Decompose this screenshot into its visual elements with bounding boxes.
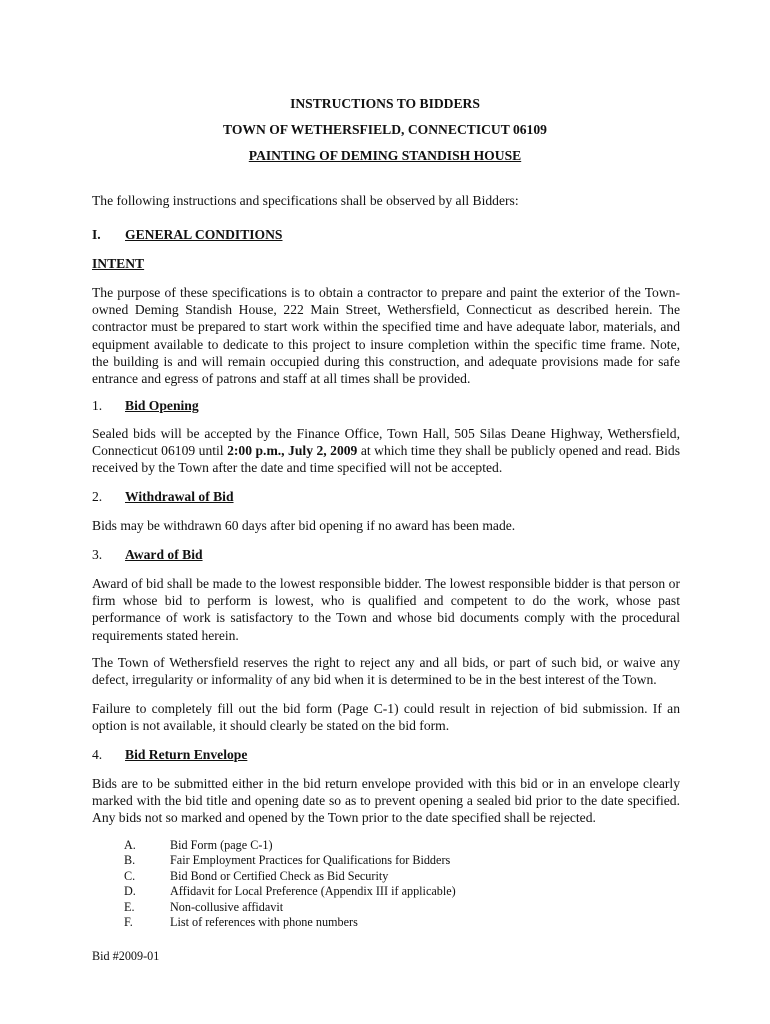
award-heading <box>92 546 203 563</box>
item-number: 4. <box>92 747 103 762</box>
list-item: B. Fair Employment Practices for Qualifications for Bidders <box>124 853 451 868</box>
award-paragraph-1: Award of bid shall be made to the lowest responsible bidder. The lowest responsible bidder is that person or firm whose bid to perform is lowest, who is qualified and competent to do the work, whose past performance of work is satisfactory to the Town and whose bid documents comply with the procedural requirements stated herein. <box>92 576 680 643</box>
required-documents-list <box>124 838 456 930</box>
item-title: Bid Return Envelope <box>125 747 248 762</box>
town-heading: TOWN OF WETHERSFIELD, CONNECTICUT 06109 <box>223 122 547 137</box>
bid-opening-paragraph <box>92 425 680 477</box>
section-title: GENERAL CONDITIONS <box>125 227 283 242</box>
item-number: 1. <box>92 398 103 413</box>
list-item: D. Affidavit for Local Preference (Appendix III if applicable) <box>124 884 456 899</box>
item-title: Bid Opening <box>125 398 199 413</box>
award-paragraph-3: Failure to completely fill out the bid form (Page C-1) could result in rejection of bid submission. If an option is not available, it should clearly be stated on the bid form. <box>92 701 680 734</box>
intent-heading: INTENT <box>92 256 145 271</box>
bid-opening-heading <box>92 397 199 414</box>
section-general-conditions <box>92 226 283 243</box>
list-item: A. Bid Form (page C-1) <box>124 838 273 852</box>
list-item: F. List of references with phone numbers <box>124 915 358 930</box>
item-number: 3. <box>92 547 103 562</box>
item-number: 2. <box>92 489 103 504</box>
award-paragraph-2: The Town of Wethersfield reserves the right to reject any and all bids, or part of such bid, or waive any defect, irregularity or informality of any bid when it is determined to be in the best interest of the Town. <box>92 655 680 688</box>
bid-opening-deadline: 2:00 p.m., July 2, 2009 <box>227 443 358 459</box>
document-title: INSTRUCTIONS TO BIDDERS <box>290 96 480 111</box>
item-title: Award of Bid <box>125 547 203 562</box>
page-footer: Bid #2009-01 <box>92 949 160 963</box>
intent-paragraph: The purpose of these specifications is to obtain a contractor to prepare and paint the exterior of the Town-owned Deming Standish House, 222 Main Street, Wethersfield, Connecticut as described herein. The contractor must be prepared to start work within the specified time and have adequate labor, materials, and equipment available to dedicate to this project to insure completion within the specific time frame. Note, the building is and will remain occupied during this construction, and adequate provisions made for safe entrance and egress of patrons and staff at all times shall be provided. <box>92 285 680 387</box>
list-item: C. Bid Bond or Certified Check as Bid Security <box>124 868 389 883</box>
withdrawal-paragraph: Bids may be withdrawn 60 days after bid opening if no award has been made. <box>92 518 516 533</box>
list-item: E. Non-collusive affidavit <box>124 899 284 914</box>
envelope-heading <box>92 746 247 763</box>
section-number: I. <box>92 227 101 242</box>
project-heading: PAINTING OF DEMING STANDISH HOUSE <box>248 148 522 163</box>
withdrawal-heading <box>92 488 234 505</box>
envelope-paragraph: Bids are to be submitted either in the bid return envelope provided with this bid or in an envelope clearly marked with the bid title and opening date so as to prevent opening a sealed bid prior to the date specified. Any bids not so marked and opened by the Town prior to the date specified shall be rejected. <box>92 776 680 826</box>
item-title: Withdrawal of Bid <box>125 489 234 504</box>
bid-opening-text-after: at which time they shall be publicly opened and read. Bids received by the Town after the date and time specified will not be accepted. <box>92 443 681 476</box>
intro-text: The following instructions and specifications shall be observed by all Bidders: <box>92 193 519 208</box>
bid-opening-text-before: Sealed bids will be accepted by the Finance Office, Town Hall, 505 Silas Deane Highway, Wethersfield, Connecticut 06109 until <box>92 426 680 459</box>
